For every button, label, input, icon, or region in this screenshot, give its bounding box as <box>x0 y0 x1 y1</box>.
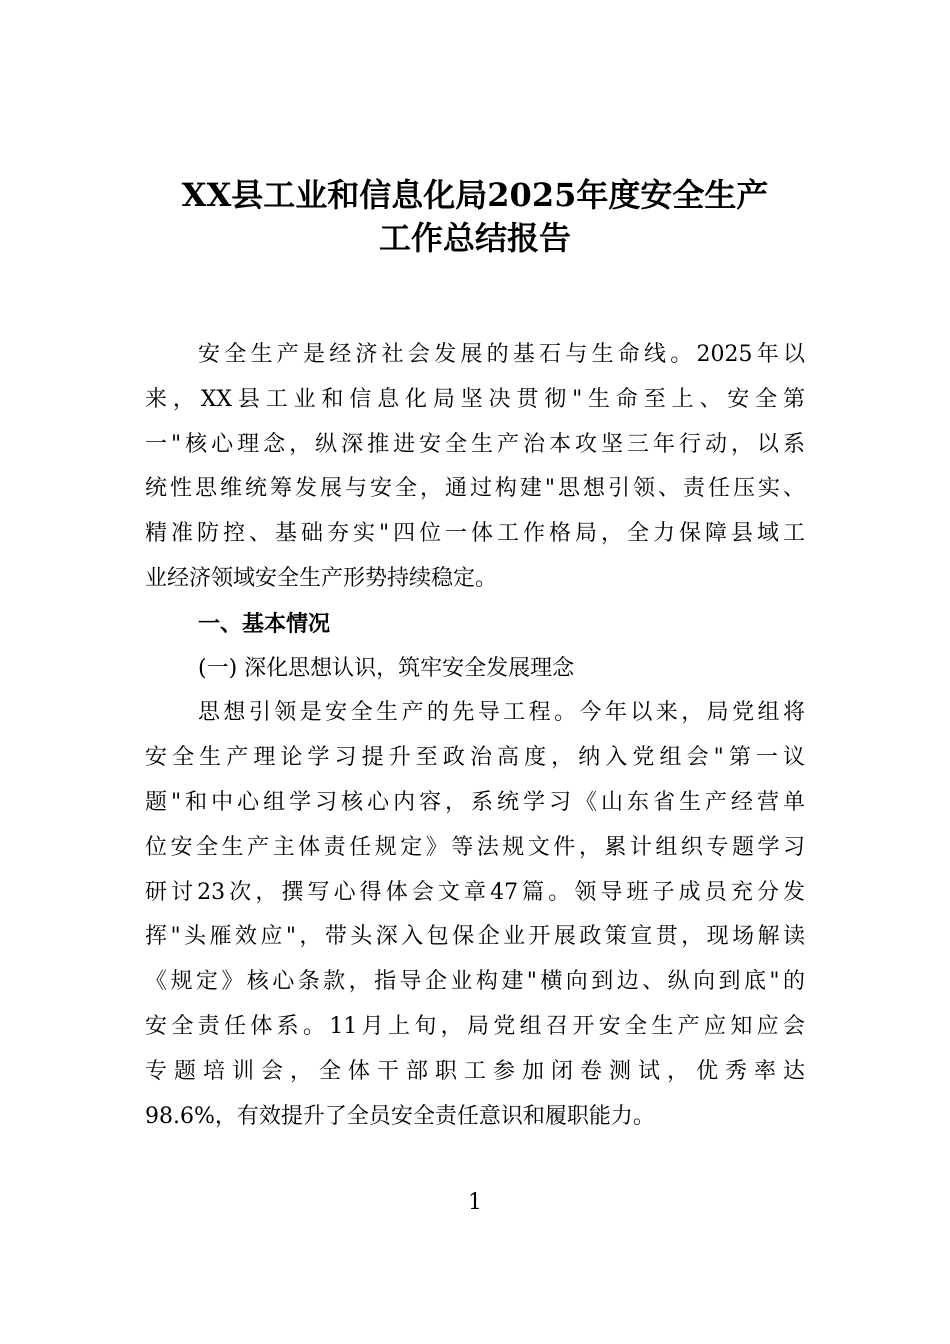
document-body <box>145 333 805 1139</box>
text-line: 安全生产是经济社会发展的基石与生命线。2025年以 <box>198 342 805 367</box>
subsection-heading: (一) 深化思想认识，筑牢安全发展理念 <box>198 655 575 681</box>
text-line: 安全责任体系。11月上旬，局党组召开安全生产应知应会 <box>145 1013 805 1039</box>
text-line: 来，XX县工业和信息化局坚决贯彻"生命至上、安全第 <box>145 386 805 412</box>
text-line: 专题培训会，全体干部职工参加闭卷测试，优秀率达 <box>145 1058 805 1084</box>
section-heading: 一、基本情况 <box>198 610 331 637</box>
text-line: 挥"头雁效应"，带头深入包保企业开展政策宣贯，现场解读 <box>145 924 805 950</box>
text-line: 位安全生产主体责任规定》等法规文件，累计组织专题学习 <box>145 834 805 860</box>
text-line: 安全生产理论学习提升至政治高度，纳入党组会"第一议 <box>145 745 805 771</box>
section-paragraph <box>145 691 805 1139</box>
document-title-line2: 工作总结报告 <box>378 219 571 257</box>
text-line: 一"核心理念，纵深推进安全生产治本攻坚三年行动，以系 <box>145 431 805 457</box>
document-title-line1: XX县工业和信息化局2025年度安全生产 <box>181 176 769 214</box>
intro-paragraph <box>145 333 805 602</box>
text-line: 精准防控、基础夯实"四位一体工作格局，全力保障县域工 <box>145 521 805 547</box>
text-line: 业经济领域安全生产形势持续稳定。 <box>145 565 498 591</box>
text-line: 98.6%，有效提升了全员安全责任意识和履职能力。 <box>145 1103 655 1129</box>
text-line: 题"和中心组学习核心内容，系统学习《山东省生产经营单 <box>145 789 805 815</box>
text-line: 思想引领是安全生产的先导工程。今年以来，局党组将 <box>198 700 805 726</box>
text-line: 研讨23次，撰写心得体会文章47篇。领导班子成员充分发 <box>145 879 805 905</box>
page-number: 1 <box>468 1190 482 1215</box>
text-line: 《规定》核心条款，指导企业构建"横向到边、纵向到底"的 <box>145 969 805 995</box>
text-line: 统性思维统筹发展与安全，通过构建"思想引领、责任压实、 <box>145 476 805 502</box>
